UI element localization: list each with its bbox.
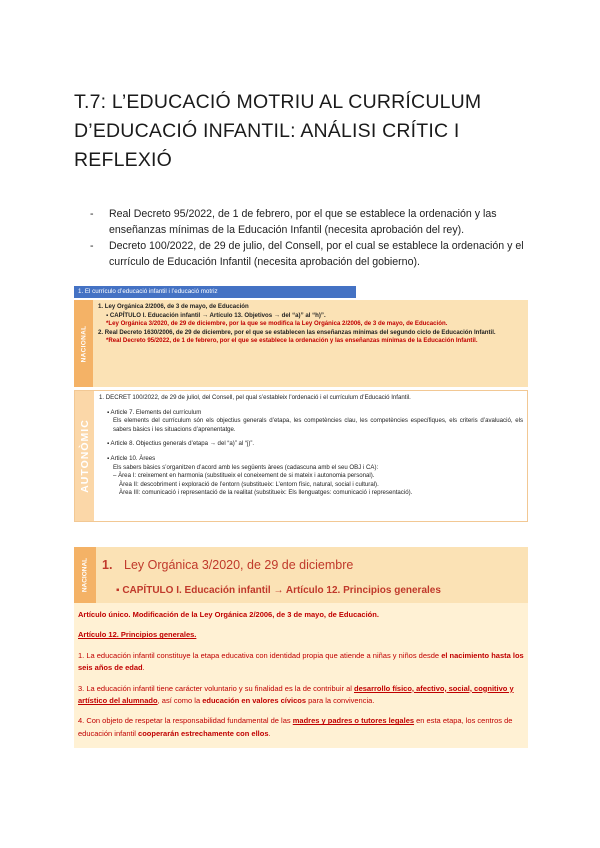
lomloe-body [74, 603, 528, 748]
area-2: Àrea II: descobriment i exploració de l’entorn (substitueix: L’entorn físic, natural, social i cultural). [119, 480, 379, 488]
area-1: – Àrea I: creixement en harmonia (substitueix el coneixement de si mateix i autonomia personal). [113, 472, 375, 480]
paragraph-4: 4. Con objeto de respetar la responsabilidad fundamental de las madres y padres o tutores legales en esta etapa, los centros de educación infantil cooperarán estrechamente con ellos. [78, 716, 513, 738]
nacional-side-label: NACIONAL [74, 300, 93, 387]
capitulo-art12: ▪ CAPÍTULO I. Educación infantil → Artículo 12. Principios generales [116, 585, 441, 596]
decree-95-text: Real Decreto 95/2022, de 1 de febrero, por el que se establece la ordenación y las enseñanzas mínimas de la Educación Infantil (necesita aprobación del rey). [109, 208, 497, 236]
list-item: - Decreto 100/2022, de 29 de julio, del Consell, por el cual se establece la ordenación y el currículo de Educación Infantil (necesita aprobación del gobierno). [90, 240, 524, 268]
decree-list [90, 207, 530, 271]
document-title: T.7: L’EDUCACIÓ MOTRIU AL CURRÍCULUM D’EDUCACIÓ INFANTIL: ANÁLISI CRÍTIC I REFLEXIÓ [74, 91, 482, 171]
lomloe-header [74, 547, 528, 603]
paragraph-3: 3. La educación infantil tiene carácter voluntario y su finalidad es la de contribuir al desarrollo físico, afectivo, social, cognitivo y artístico del alumnado, así como la educación en valores cívicos para la convivencia. [78, 683, 514, 706]
article-8: ▪ Article 8. Objectius generals d’etapa → del “a)” al “j)”. [107, 440, 255, 448]
capitulo-art13: ▪ CAPÍTULO I. Educación infantil → Artículo 13. Objetivos → del “a)” al “h)”. [106, 311, 326, 319]
law-2-2006: 1. Ley Orgánica 2/2006, de 3 de mayo, de Educación [98, 303, 249, 310]
list-item: - Real Decreto 95/2022, de 1 de febrero, por el que se establece la ordenación y las enseñanzas mínimas de la Educación Infantil (necesita aprobación del rey). [90, 208, 497, 236]
article-10-intro: Els sabers bàsics s’organitzen d’acord amb les següents àrees (cadascuna amb el seu OBJ i CA): [113, 463, 379, 471]
article-7: ▪ Article 7. Elements del currículum [107, 408, 202, 416]
nacional-content [98, 303, 524, 346]
articulo-unico: Artículo único. Modificación de la Ley Orgánica 2/2006, de 3 de mayo, de Educación. [78, 610, 379, 619]
lomloe-table [74, 547, 528, 748]
table1-header: 1. El currículo d’educació infantil i l’educació motriz [74, 286, 356, 298]
law-3-2020-heading: 1. Ley Orgánica 3/2020, de 29 de diciembre [102, 558, 354, 572]
autonomic-row [74, 390, 528, 522]
autonomic-content [99, 394, 523, 498]
nacional-side-label: NACIONAL [74, 547, 96, 603]
article-7-text: Els elements del currículum són els objectius generals d’etapa, les competències clau, les competències específiques, els criteris d’avaluació, els sabers bàsics i les situacions d’aprenentatge. [113, 417, 523, 433]
area-3: Àrea III: comunicació i representació de la realitat (substitueix: Els llenguatges: comunicació i representació). [119, 489, 413, 497]
decree-100-text: Decreto 100/2022, de 29 de julio, del Consell, por el cual se establece la ordenación y el currículo de Educación Infantil (necesita aprobación del gobierno). [109, 240, 524, 268]
rd-1630-2006: 2. Real Decreto 1630/2006, de 29 de diciembre, por el que se establecen las enseñanzas mínimas del segundo ciclo de Educación Infantil. [98, 328, 496, 336]
law-3-2020-note: *Ley Orgánica 3/2020, de 29 de diciembre, por la que se modifica la Ley Orgánica 2/2006, de 3 de mayo, de Educación. [106, 320, 448, 328]
curriculum-table [74, 300, 528, 522]
autonomic-side-label: AUTONÒMIC [75, 391, 94, 521]
decret-100-2022: 1. DECRET 100/2022, de 29 de juliol, del Consell, pel qual s’estableix l’ordenació i el currículum d’Educació Infantil. [99, 394, 411, 401]
paragraph-1: 1. La educación infantil constituye la etapa educativa con identidad propia que atiende a niñas y niños desde el nacimiento hasta los seis años de edad. [78, 650, 524, 673]
nacional-row [74, 300, 528, 387]
articulo-12-heading: Artículo 12. Principios generales. [78, 630, 197, 640]
rd-95-2022-note: *Real Decreto 95/2022, de 1 de febrero, por el que se establece la ordenación y las enseñanzas mínimas de la Educación Infantil. [106, 337, 478, 345]
article-10: ▪ Article 10. Àrees [107, 454, 156, 462]
